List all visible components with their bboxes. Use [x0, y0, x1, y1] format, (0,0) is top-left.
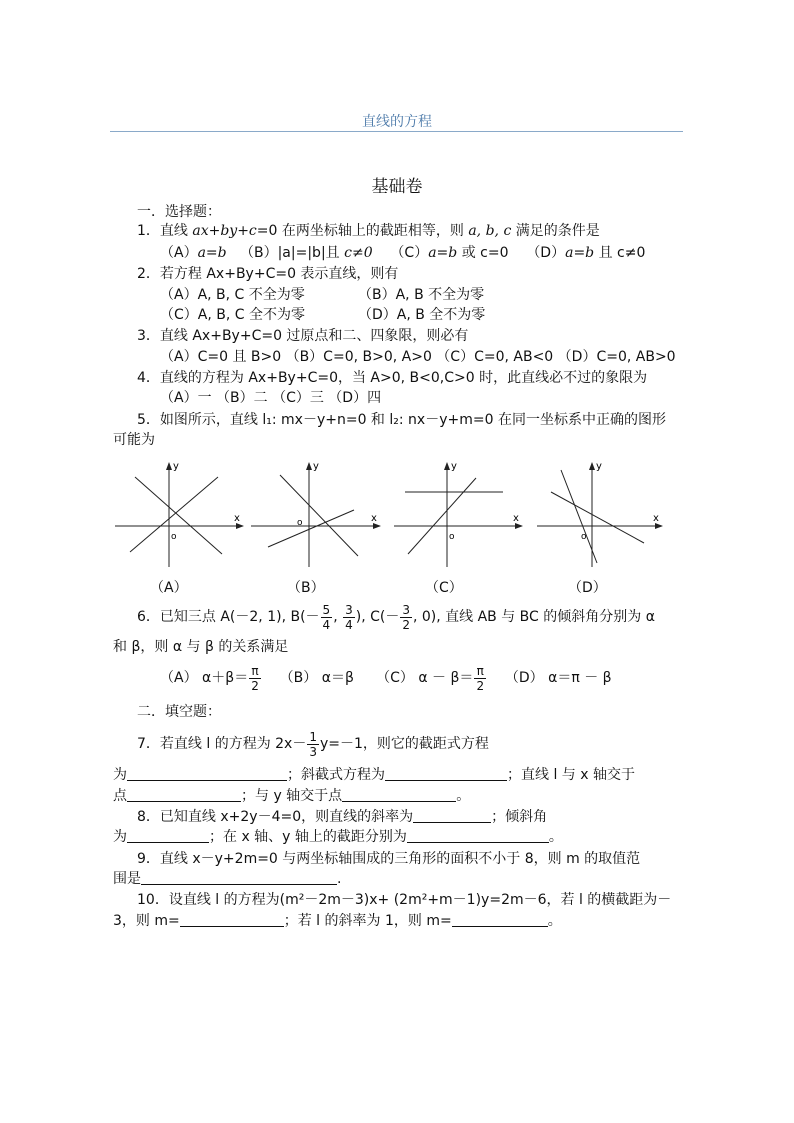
question-9-line-1: 9．直线 x－y+2m=0 与两坐标轴围成的三角形的面积不小于 8，则 m 的取值范	[137, 851, 641, 867]
graph-b-origin: o	[297, 518, 303, 528]
question-8-line-1: 8．已知直线 x+2y－4=0，则直线的斜率为 ；倾斜角	[137, 809, 548, 825]
graph-d	[537, 461, 662, 567]
answer-blank-m-intercept[interactable]	[180, 912, 284, 927]
answer-blank-x-intersection[interactable]	[127, 787, 241, 802]
question-2-stem: 2．若方程 Ax+By+C=0 表示直线，则有	[137, 266, 399, 282]
graph-c	[394, 461, 522, 567]
graph-b-line-2	[268, 510, 354, 547]
question-10-line-1: 10．设直线 l 的方程为(m²－2m－3)x+ (2m²+m－1)y=2m－6，若 l 的横截距为－	[137, 892, 672, 908]
graph-b-x-label: x	[371, 513, 377, 524]
fraction-pi-2: $\frac{\pi}{2}$	[476, 663, 485, 693]
graph-c-x-label: x	[513, 513, 519, 524]
graph-a-origin: o	[171, 532, 177, 542]
question-7-stem: 7．若直线 l 的方程为 2x－ $\frac{1}{3}$ y=－1，则它的截距式方程	[137, 729, 489, 759]
question-4-options: （A）一 （B）二 （C）三 （D）四	[160, 390, 382, 406]
answer-blank-m-range[interactable]	[141, 870, 337, 885]
graph-b-line-1	[280, 475, 358, 556]
graph-b	[251, 461, 380, 567]
question-3-stem: 3．直线 Ax+By+C=0 过原点和二、四象限，则必有	[137, 328, 469, 344]
graph-d-y-label: y	[596, 461, 602, 472]
graph-c-line-2	[408, 478, 476, 554]
graph-a-label: （A）	[150, 580, 188, 596]
graph-d-line-2	[551, 492, 644, 543]
header-divider	[110, 131, 683, 132]
question-1-stem: 1．直线 ax+by+c=0 在两坐标轴上的截距相等，则 a, b, c 满足的条件是	[137, 223, 600, 239]
question-6-stem: 6．已知三点 A(－2, 1), B(－ $\frac{5}{4}$ , $\frac{3}{4}$ ), C(－ $\frac{3}{2}$ , 0), 直线 AB 与 BC 的倾斜角分别为 α	[137, 602, 655, 632]
answer-blank-inclination[interactable]	[127, 828, 209, 843]
graph-c-label: （C）	[425, 580, 463, 596]
graph-c-y-label: y	[451, 461, 457, 472]
question-2-option-d: （D）A, B 全不为零	[358, 307, 486, 323]
fraction-1-3: $\frac{1}{3}$	[309, 729, 317, 759]
graph-a	[115, 461, 243, 567]
question-9-line-2: 围是 .	[113, 871, 342, 887]
question-7-line-2: 为 ；斜截式方程为 ；直线 l 与 x 轴交于	[113, 767, 635, 783]
answer-blank-m-slope[interactable]	[452, 912, 548, 927]
graph-d-x-label: x	[653, 513, 659, 524]
question-5-graphs	[110, 455, 670, 575]
graph-d-origin: o	[581, 532, 587, 542]
question-10-line-2: 3，则 m= ；若 l 的斜率为 1，则 m= 。	[113, 913, 562, 929]
fraction-5-4: $\frac{5}{4}$	[322, 602, 331, 632]
graph-a-x-label: x	[234, 513, 240, 524]
answer-blank-intercepts[interactable]	[407, 828, 549, 843]
fraction-3-4: $\frac{3}{4}$	[345, 602, 353, 632]
answer-blank-slope-form[interactable]	[385, 766, 507, 781]
question-2-option-c: （C）A, B, C 全不为零	[160, 307, 305, 323]
graph-b-label: （B）	[287, 580, 325, 596]
question-6-stem-cont: 和 β，则 α 与 β 的关系满足	[113, 639, 289, 655]
document-title: 基础卷	[371, 177, 423, 197]
question-5-stem-cont: 可能为	[113, 432, 155, 448]
section-heading-choice: 一．选择题：	[137, 204, 221, 220]
graph-b-y-label: y	[313, 461, 319, 472]
question-6-options: （A） α＋β＝ $\frac{\pi}{2}$ （B） α＝β （C） α － β＝ $\frac{\pi}{2}$ （D） α＝π － β	[160, 663, 612, 693]
question-2-option-a: （A）A, B, C 不全为零	[160, 287, 305, 303]
page-header-title: 直线的方程	[362, 114, 432, 130]
question-7-line-3: 点 ；与 y 轴交于点 。	[113, 788, 471, 804]
question-3-options: （A）C=0 且 B>0 （B）C=0, B>0, A>0 （C）C=0, AB<0 （D）C=0, AB>0	[160, 349, 676, 365]
graph-a-line-2	[135, 477, 222, 554]
fraction-pi-2: $\frac{\pi}{2}$	[251, 663, 259, 693]
graph-d-label: （D）	[568, 580, 607, 596]
graph-c-origin: o	[449, 532, 455, 542]
graph-a-y-label: y	[173, 461, 179, 472]
question-2-option-b: （B）A, B 不全为零	[358, 287, 485, 303]
answer-blank-slope[interactable]	[413, 808, 491, 823]
question-4-stem: 4．直线的方程为 Ax+By+C=0，当 A>0, B<0,C>0 时，此直线必不过的象限为	[137, 370, 648, 386]
question-5-stem: 5．如图所示，直线 l₁: mx－y+n=0 和 l₂: nx－y+m=0 在同一坐标系中正确的图形	[137, 412, 666, 428]
question-1-options: （A）a=b （B）|a|=|b|且 c≠0 （C）a=b 或 c=0 （D）a=b 且 c≠0	[160, 245, 646, 261]
answer-blank-intercept-form[interactable]	[127, 766, 287, 781]
answer-blank-y-intersection[interactable]	[342, 787, 456, 802]
section-heading-fill: 二．填空题：	[137, 704, 221, 720]
question-8-line-2: 为 ；在 x 轴、y 轴上的截距分别为 。	[113, 829, 563, 845]
fraction-3-2: $\frac{3}{2}$	[402, 602, 410, 632]
